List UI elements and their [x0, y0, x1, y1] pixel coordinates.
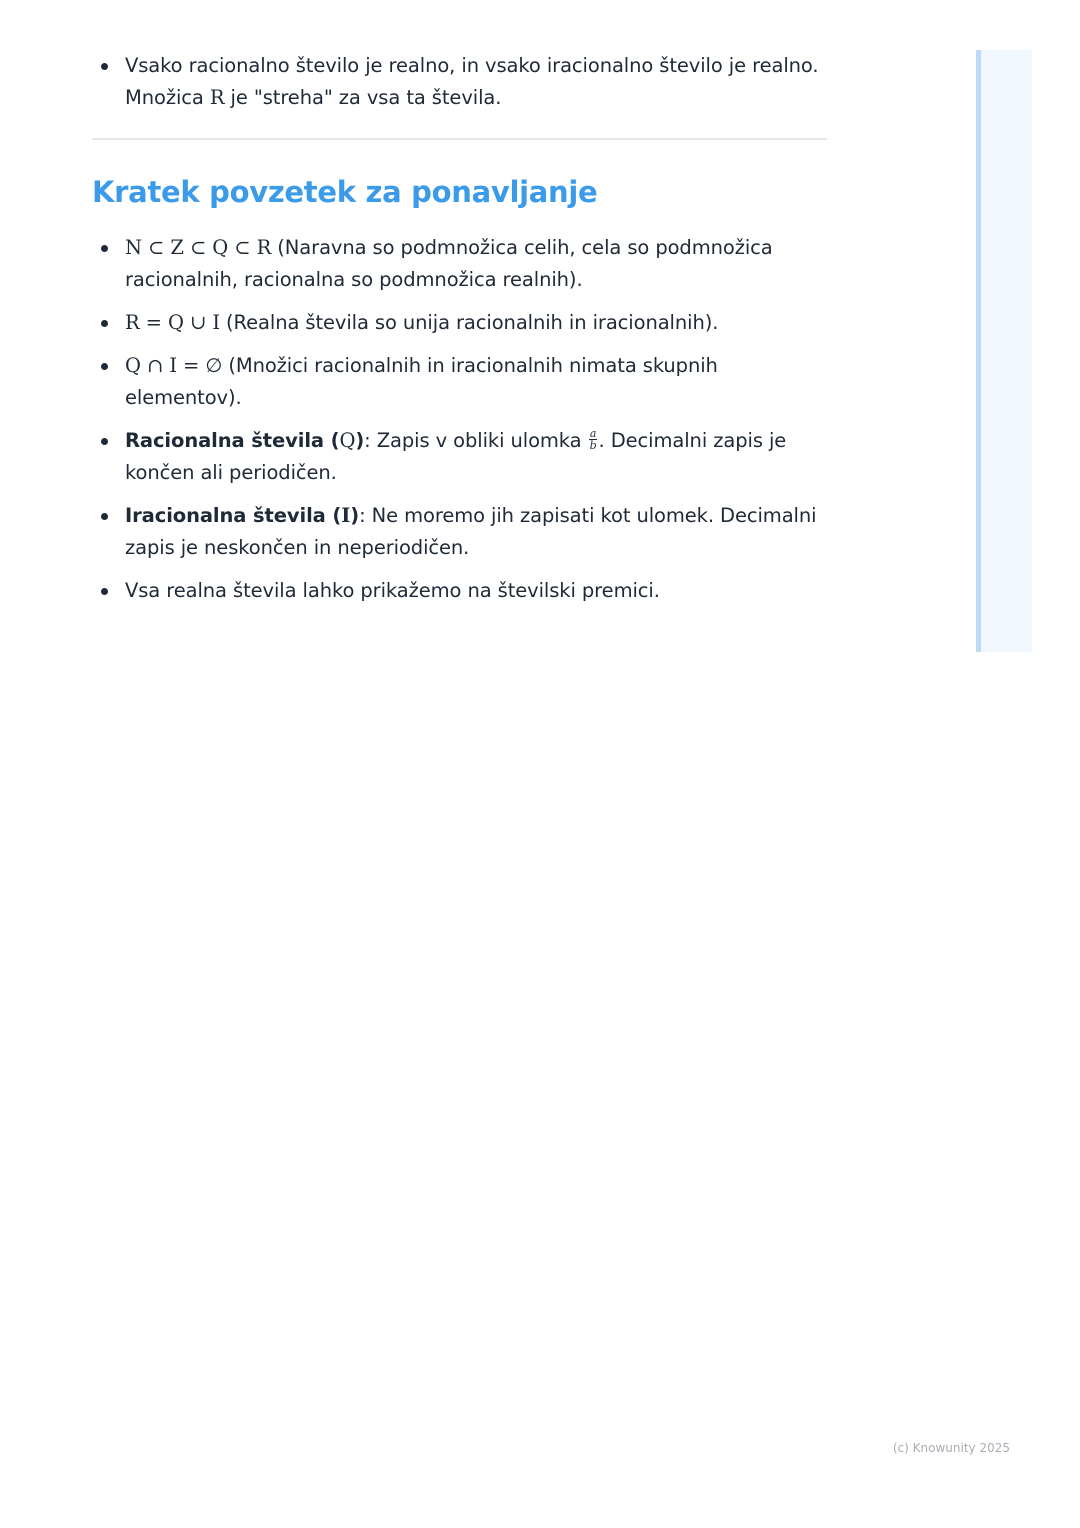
sidebar-panel [976, 50, 1032, 652]
divider [92, 138, 827, 140]
list-item: Racionalna števila (Q): Zapis v obliki ulomka $\frac{a}{b}$ . Decimalni zapis je končen ali periodičen. [92, 425, 828, 489]
copyright-footer: (c) Knowunity 2025 [892, 1441, 1010, 1455]
list-item: Iracionalna števila (I): Ne moremo jih zapisati kot ulomek. Decimalni zapis je neskončen in neperiodičen. [92, 500, 828, 564]
fraction: $\frac{a}{b}$ [589, 427, 597, 452]
list-item: Q ∩ I = ∅ (Množici racionalnih in iracionalnih nimata skupnih elementov). [92, 350, 828, 414]
list-item: Vsako racionalno število je realno, in vsako iracionalno število je realno. Množica R je "streha" za vsa ta števila. [92, 50, 828, 114]
math-symbol: Q [339, 429, 356, 452]
math-symbol: R [209, 86, 225, 109]
math-expression: N ⊂ Z ⊂ Q ⊂ R [125, 236, 272, 259]
math-symbol: I [341, 504, 351, 527]
list-item: Vsa realna števila lahko prikažemo na številski premici. [92, 575, 828, 607]
section-heading: Kratek povzetek za ponavljanje [92, 175, 598, 209]
document-content [92, 50, 828, 618]
list-item: R = Q ∪ I (Realna števila so unija racionalnih in iracionalnih). [92, 307, 828, 339]
list-item: N ⊂ Z ⊂ Q ⊂ R (Naravna so podmnožica celih, cela so podmnožica racionalnih, racionalna so podmnožica realnih). [92, 232, 828, 296]
math-expression: R = Q ∪ I [125, 311, 220, 334]
summary-list [92, 232, 828, 607]
intro-list [92, 50, 828, 114]
math-expression: Q ∩ I = ∅ [125, 354, 223, 377]
